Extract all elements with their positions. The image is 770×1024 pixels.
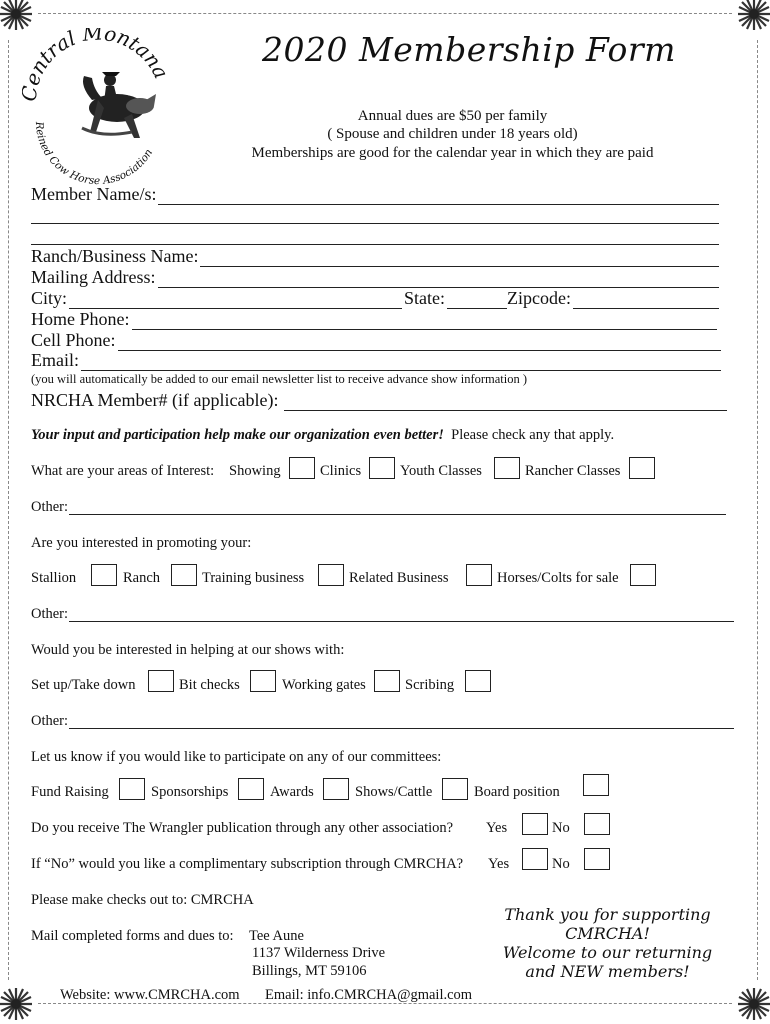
option-clinics: Clinics [320,463,362,479]
checkbox-wrangler-no[interactable] [584,813,610,835]
checkbox-wrangler-yes[interactable] [522,813,548,835]
calendar-note: Memberships are good for the calendar year in which they are paid [251,145,654,161]
mail-city: Billings, MT 59106 [252,963,367,979]
thank-you-message [500,905,715,981]
encourage-instruction: Please check any that apply. [451,427,615,443]
checkbox-working-gates[interactable] [374,670,400,692]
checkbox-setup-takedown[interactable] [148,670,174,692]
dues-text: Annual dues are $50 per family [357,108,548,124]
checkbox-bit-checks[interactable] [250,670,276,692]
checkbox-youth-classes[interactable] [494,457,520,479]
sunburst-icon [0,987,33,1021]
encourage-text [31,427,614,444]
complimentary-question: If “No” would you like a complimentary subscription through CMRCHA? [31,856,464,872]
sunburst-icon [737,987,770,1021]
home-phone-field[interactable] [31,309,717,330]
checkbox-showing[interactable] [289,457,315,479]
mail-street: 1137 Wilderness Drive [252,945,386,961]
option-training-business: Training business [202,570,305,586]
zipcode-label: Zipcode: [507,288,571,308]
family-note: ( Spouse and children under 18 years old) [327,126,578,142]
interests-other-input[interactable] [69,513,726,515]
nrcha-label: NRCHA Member# (if applicable): [31,390,279,410]
page-title: 2020 Membership Form [262,30,676,69]
checkbox-training-business[interactable] [318,564,344,586]
helping-question: Would you be interested in helping at our shows with: [31,642,345,658]
wrangler-question: Do you receive The Wrangler publication through any other association? [31,820,454,836]
checkbox-shows-cattle[interactable] [442,778,468,800]
wrangler-yes-label: Yes [486,820,508,836]
footer-website[interactable]: Website: www.CMRCHA.com [60,987,240,1003]
checkbox-clinics[interactable] [369,457,395,479]
horse-and-rider-icon [82,72,156,138]
checkbox-complimentary-yes[interactable] [522,848,548,870]
ranch-business-label: Ranch/Business Name: [31,246,199,266]
complimentary-no-label: No [552,856,570,872]
option-showing: Showing [229,463,281,479]
mailing-address-field[interactable] [31,267,719,288]
interests-question: What are your areas of Interest: [31,463,215,479]
option-horses-colts: Horses/Colts for sale [497,570,619,586]
complimentary-yes-label: Yes [488,856,510,872]
cell-phone-field[interactable] [31,330,721,351]
cell-phone-label: Cell Phone: [31,330,116,350]
thanks-line-3: Welcome to our returning [502,943,713,962]
sunburst-icon [0,0,33,31]
option-stallion: Stallion [31,570,77,586]
checkbox-ranch[interactable] [171,564,197,586]
checkbox-scribing[interactable] [465,670,491,692]
encourage-bold: Your input and participation help make our organization even better! [31,427,444,443]
mail-label: Mail completed forms and dues to: [31,928,234,944]
sunburst-icon [737,0,770,31]
option-awards: Awards [270,784,314,800]
promote-other-label: Other: [31,606,69,622]
checkbox-related-business[interactable] [466,564,492,586]
checks-payable-text: Please make checks out to: CMRCHA [31,892,254,908]
member-names-line-2[interactable] [31,222,719,224]
city-label: City: [31,288,68,308]
interests-other-label: Other: [31,499,69,515]
promote-other-input[interactable] [69,620,734,622]
association-logo [22,28,172,188]
option-bit-checks: Bit checks [179,677,240,693]
member-names-field[interactable] [31,184,719,205]
option-setup-takedown: Set up/Take down [31,677,136,693]
frame-right [757,40,758,980]
checkbox-sponsorships[interactable] [238,778,264,800]
mail-name: Tee Aune [249,928,304,944]
option-fund-raising: Fund Raising [31,784,109,800]
email-newsletter-note: (you will automatically be added to our email newsletter list to receive advance show information ) [31,372,528,386]
logo-bottom-text: Reined Cow Horse Association [32,121,156,188]
wrangler-no-label: No [552,820,570,836]
thanks-line-2: CMRCHA! [565,924,650,943]
checkbox-fund-raising[interactable] [119,778,145,800]
checkbox-awards[interactable] [323,778,349,800]
option-youth-classes: Youth Classes [400,463,482,479]
helping-other-input[interactable] [69,727,734,729]
logo-top-text: entral Montana [22,28,172,89]
member-names-line-3[interactable] [31,243,719,245]
email-label: Email: [31,350,79,370]
thanks-line-1: Thank you for supporting [504,905,711,924]
member-names-label: Member Name/s: [31,184,157,204]
ranch-business-field[interactable] [31,246,719,267]
home-phone-label: Home Phone: [31,309,130,329]
checkbox-board-position[interactable] [583,774,609,796]
state-label: State: [404,288,446,308]
promote-question: Are you interested in promoting your: [31,535,252,551]
option-scribing: Scribing [405,677,455,693]
option-sponsorships: Sponsorships [151,784,229,800]
helping-other-label: Other: [31,713,69,729]
checkbox-rancher-classes[interactable] [629,457,655,479]
checkbox-stallion[interactable] [91,564,117,586]
option-related-business: Related Business [349,570,449,586]
city-state-zip-field[interactable] [31,288,719,309]
option-board-position: Board position [474,784,560,800]
checkbox-complimentary-no[interactable] [584,848,610,870]
option-working-gates: Working gates [282,677,366,693]
thanks-line-4: and NEW members! [525,962,690,981]
nrcha-member-field[interactable] [31,390,727,411]
email-field[interactable] [31,350,721,371]
option-ranch: Ranch [123,570,161,586]
option-shows-cattle: Shows/Cattle [355,784,433,800]
option-rancher-classes: Rancher Classes [525,463,621,479]
committees-question: Let us know if you would like to participate on any of our committees: [31,749,442,765]
frame-left [8,40,9,980]
footer-email[interactable]: Email: info.CMRCHA@gmail.com [265,987,473,1003]
mailing-address-label: Mailing Address: [31,267,156,287]
frame-top [38,13,732,14]
checkbox-horses-colts[interactable] [630,564,656,586]
